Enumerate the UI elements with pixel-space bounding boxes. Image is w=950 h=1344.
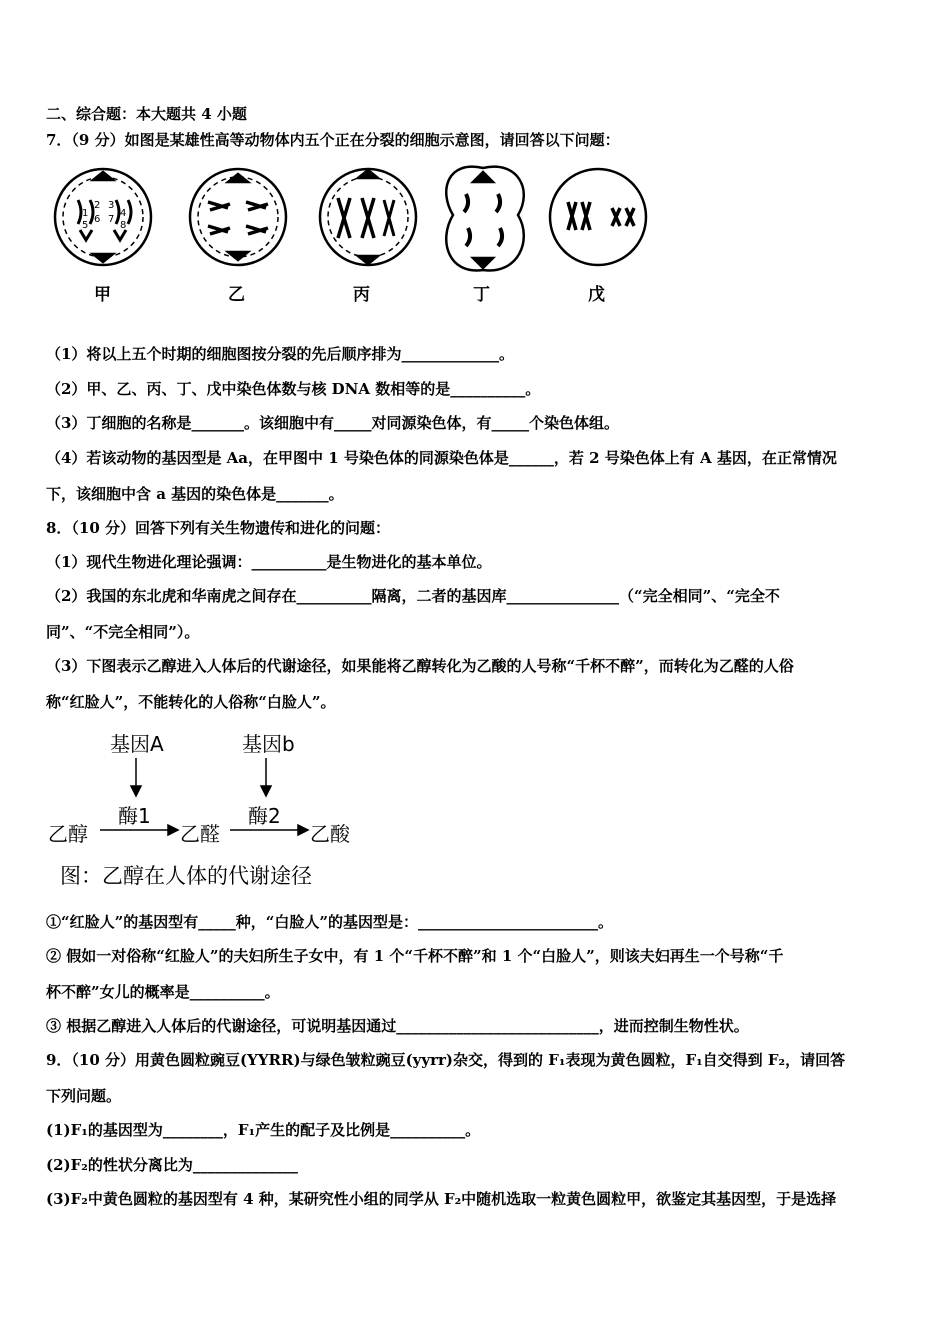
cell-ding — [446, 167, 524, 271]
cell-label-ding: 丁 — [473, 285, 490, 305]
cell-number: 5 — [82, 220, 89, 231]
gene-a-label: 基因A — [110, 732, 164, 756]
q7-sub4-line2: 下，该细胞中含 a 基因的染色体是_______。 — [46, 485, 344, 503]
enzyme-2-label: 酶2 — [248, 804, 281, 828]
q7-sub4-line1: （4）若该动物的基因型是 Aa，在甲图中 1 号染色体的同源染色体是______，若 2 号染色体上有 A 基因，在正常情况 — [46, 449, 837, 467]
cell-yi — [190, 169, 286, 265]
q9-sub2: (2)F₂的性状分离比为______________ — [46, 1156, 298, 1174]
q9-stem-line2: 下列问题。 — [46, 1087, 122, 1105]
q9-sub3: (3)F₂中黄色圆粒的基因型有 4 种，某研究性小组的同学从 F₂中随机选取一粒黄色圆粒甲，欲鉴定其基因型，于是选择 — [46, 1190, 837, 1208]
cell-number: 2 — [94, 200, 101, 211]
ethanol-pathway-figure — [44, 720, 374, 890]
cell-bing — [320, 169, 416, 265]
cell-wu — [550, 169, 646, 265]
cell-label-jia: 甲 — [94, 285, 111, 305]
cell-jia — [55, 169, 151, 265]
q7-sub2: （2）甲、乙、丙、丁、戊中染色体数与核 DNA 数相等的是__________。 — [46, 380, 541, 398]
q8-stem: 8．（10 分）回答下列有关生物遗传和进化的问题： — [46, 519, 391, 537]
q8-sub3-line1: （3）下图表示乙醇进入人体后的代谢途径，如果能将乙醇转化为乙酸的人号称“千杯不醉”，而转化为乙醛的人俗 — [46, 657, 794, 675]
acetic-acid-label: 乙酸 — [310, 822, 350, 846]
q8-item1: ①“红脸人”的基因型有_____种，“白脸人”的基因型是：________________________。 — [46, 913, 614, 931]
q8-sub2-line2: 同”、“不完全相同”）。 — [46, 623, 200, 641]
cell-label-wu: 戊 — [588, 285, 605, 305]
cell-drawings — [48, 160, 668, 280]
cell-number: 8 — [120, 220, 127, 231]
q8-item2-line2: 杯不醉”女儿的概率是__________。 — [46, 983, 280, 1001]
cell-number: 4 — [120, 208, 127, 219]
section-title: 二、综合题：本大题共 4 小题 — [46, 105, 247, 123]
q7-sub1: （1）将以上五个时期的细胞图按分裂的先后顺序排为_____________。 — [46, 345, 514, 363]
q9-stem-line1: 9．（10 分）用黄色圆粒豌豆(YYRR)与绿色皱粒豌豆(yyrr)杂交，得到的 F₁表现为黄色圆粒，F₁自交得到 F₂，请回答 — [46, 1051, 846, 1069]
cell-number: 7 — [108, 214, 115, 225]
enzyme-1-label: 酶1 — [118, 804, 151, 828]
q8-item2-line1: ② 假如一对俗称“红脸人”的夫妇所生子女中，有 1 个“千杯不醉”和 1 个“白脸人”，则该夫妇再生一个号称“千 — [46, 947, 784, 965]
pathway-caption: 图：乙醇在人体的代谢途径 — [60, 864, 312, 888]
q8-sub2-line1: （2）我国的东北虎和华南虎之间存在__________隔离，二者的基因库_______________（“完全相同”、“完全不 — [46, 587, 780, 605]
q8-sub3-line2: 称“红脸人”，不能转化的人俗称“白脸人”。 — [46, 693, 336, 711]
acetaldehyde-label: 乙醛 — [180, 822, 220, 846]
cell-number: 1 — [82, 208, 89, 219]
ethanol-label: 乙醇 — [48, 822, 88, 846]
q8-item3: ③ 根据乙醇进入人体后的代谢途径，可说明基因通过___________________________，进而控制生物性状。 — [46, 1017, 749, 1035]
cell-label-bing: 丙 — [353, 285, 370, 305]
q7-stem: 7．（9 分）如图是某雄性高等动物体内五个正在分裂的细胞示意图，请回答以下问题： — [46, 131, 620, 149]
q7-sub3: （3）丁细胞的名称是_______。该细胞中有_____对同源染色体，有_____个染色体组。 — [46, 414, 619, 432]
cell-label-yi: 乙 — [228, 285, 245, 305]
cell-number: 6 — [94, 214, 101, 225]
cell-division-figure — [48, 160, 668, 320]
gene-b-label: 基因b — [242, 732, 295, 756]
q9-sub1: (1)F₁的基因型为________，F₁产生的配子及比例是__________。 — [46, 1121, 481, 1139]
cell-number: 3 — [108, 200, 115, 211]
q8-sub1: （1）现代生物进化理论强调：__________是生物进化的基本单位。 — [46, 553, 492, 571]
